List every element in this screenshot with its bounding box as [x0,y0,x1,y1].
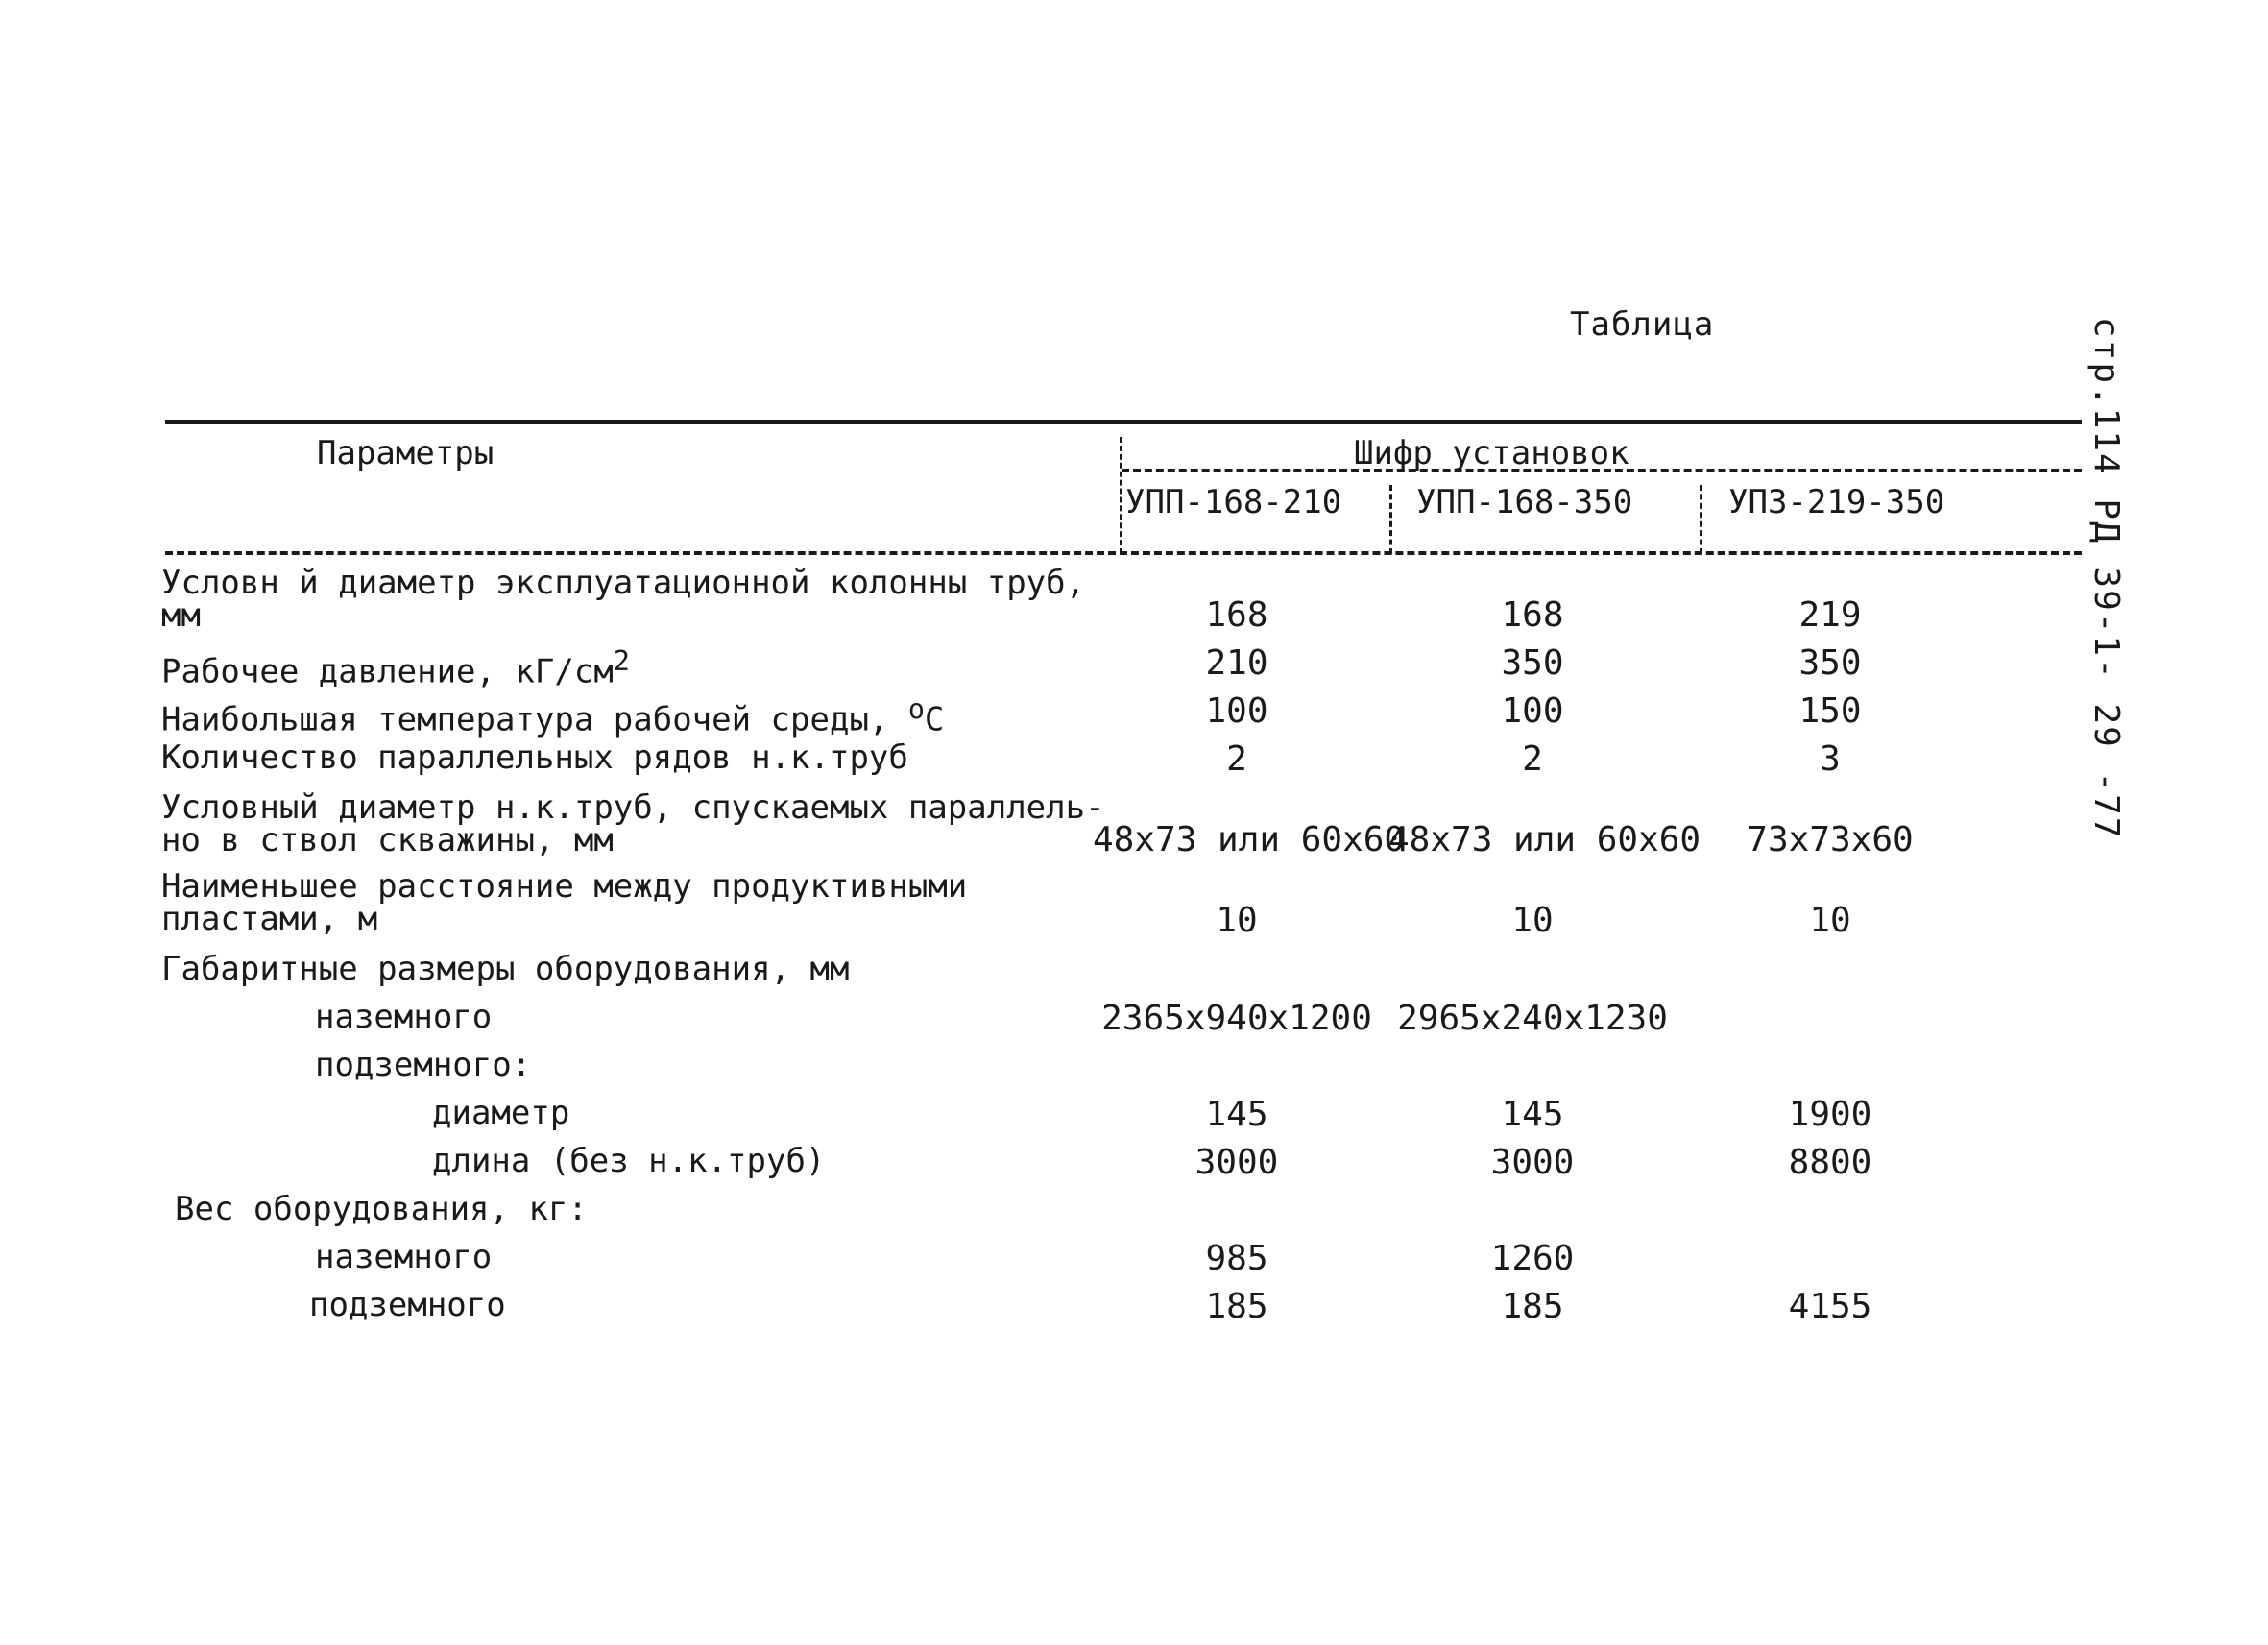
cell-col-1: 210 [1205,643,1268,683]
cell-col-2: 168 [1501,595,1564,635]
row-label: наземного [315,998,493,1036]
cell-col-3: 10 [1809,901,1851,940]
cell-col-2: 10 [1511,901,1554,940]
row-label: Габаритные размеры оборудования, мм [161,950,850,988]
column-divider [1120,437,1122,554]
column-divider [1700,485,1702,554]
cell-col-2: 48х73 или 60х60 [1388,820,1701,859]
cell-col-3: 1900 [1788,1095,1872,1134]
cell-col-1: 48х73 или 60х60 [1093,820,1406,859]
cell-col-1: 145 [1205,1095,1268,1134]
header-col-2: УПП-168-350 [1416,483,1633,521]
cell-col-3: 4155 [1788,1287,1872,1326]
page-side-label: стр.114 РД 39-1- 29 -77 [2087,317,2126,840]
cell-col-3: 219 [1798,595,1862,635]
row-label: подземного: [315,1046,532,1084]
row-label: Условн й диаметр эксплуатационной колонны труб, [161,564,1086,602]
row-label: Рабочее давление, $кГ/см^2$ [161,645,630,691]
row-label-cont: пластами, м [161,900,378,938]
cell-col-3: 73х73х60 [1747,820,1914,859]
row-label: Наименьшее расстояние между продуктивными [161,867,968,906]
cell-col-1: 185 [1205,1287,1268,1326]
row-label: диаметр [432,1094,570,1132]
cell-col-3: 8800 [1788,1143,1872,1182]
cell-col-1: 168 [1205,595,1268,635]
header-bottom-rule [165,551,2082,555]
header-group: Шифр установок [1354,434,1629,472]
cell-col-2: 2965х240х1230 [1397,999,1668,1038]
row-label: Вес оборудования, кг: [175,1190,588,1228]
cell-col-1: 2365х940х1200 [1101,999,1372,1038]
superscript: 2 [613,645,630,677]
cell-col-2: 145 [1501,1095,1564,1134]
row-label: подземного [309,1286,506,1324]
cell-col-2: 100 [1501,691,1564,731]
cell-col-1: 10 [1216,901,1258,940]
column-divider [1389,485,1392,554]
cell-col-1: 2 [1226,739,1247,779]
cell-col-2: 2 [1522,739,1543,779]
row-label: Наибольшая температура рабочей среды, $^о$С [161,693,945,739]
row-label-cont: но в ствол скважины, мм [161,821,614,859]
cell-col-1: 3000 [1194,1143,1279,1182]
row-label: длина (без н.к.труб) [432,1142,826,1180]
cell-col-2: 1260 [1490,1239,1575,1278]
cell-col-1: 100 [1205,691,1268,731]
header-params: Параметры [317,434,495,472]
cell-col-1: 985 [1205,1239,1268,1278]
header-col-1: УПП-168-210 [1125,483,1342,521]
cell-col-3: 350 [1798,643,1862,683]
row-label: Условный диаметр н.к.труб, спускаемых параллель- [161,788,1105,827]
cell-col-3: 3 [1820,739,1841,779]
table-caption: Таблица [1570,305,1715,344]
cell-col-2: 185 [1501,1287,1564,1326]
row-label: наземного [315,1238,493,1276]
cell-col-2: 3000 [1490,1143,1575,1182]
superscript: о [907,693,925,725]
row-label-cont: мм [161,596,201,635]
cell-col-3: 150 [1798,691,1862,731]
table-top-rule [165,420,2082,424]
header-col-3: УПЗ-219-350 [1728,483,1945,521]
row-label: Количество параллельных рядов н.к.труб [161,738,908,777]
cell-col-2: 350 [1501,643,1564,683]
